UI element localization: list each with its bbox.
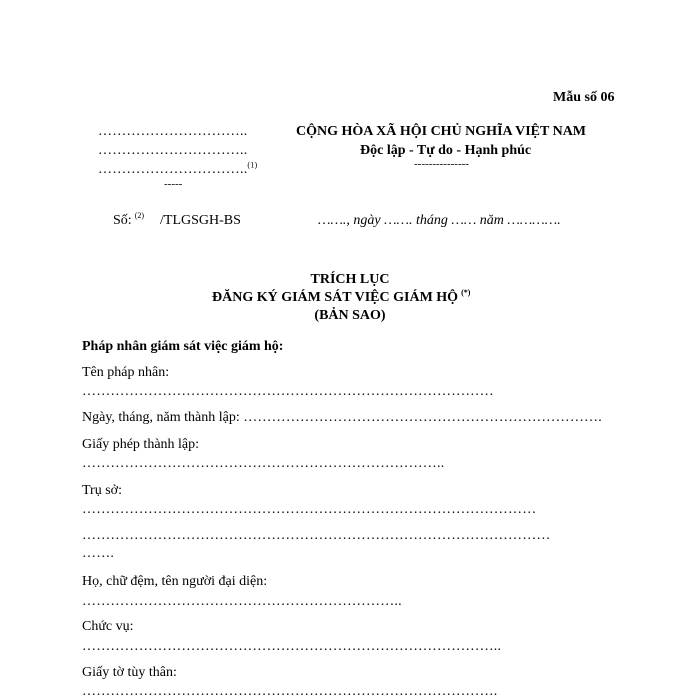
id-document-label: Giấy tờ tùy thân: [82,665,177,680]
reference-code: /TLGSGH-BS [160,213,241,228]
authority-rule: ----- [164,178,183,190]
date-line: ……., ngày ……. tháng …… năm …………. [318,213,561,228]
copy-marker: (BẢN SAO) [314,308,386,323]
legal-entity-name-field[interactable]: …………………………………………………………………………… [82,384,494,399]
license-field[interactable]: ………………………………………………………………….. [82,456,445,471]
document-title: TRÍCH LỤC [310,272,390,287]
headquarters-field-line-2[interactable]: ……………………………………………………………………………………… [82,528,551,543]
reference-label: Số: [113,213,132,228]
national-motto: Độc lập - Tự do - Hạnh phúc [360,143,532,158]
founding-date-label: Ngày, tháng, năm thành lập: [82,410,240,425]
license-label: Giấy phép thành lập: [82,437,200,452]
founding-date-row [82,410,602,426]
representative-name-label: Họ, chữ đệm, tên người đại diện: [82,574,268,589]
country-name: CỘNG HÒA XÃ HỘI CHỦ NGHĨA VIỆT NAM [296,124,587,139]
motto-rule: --------------- [414,158,469,170]
document-subtitle-row [212,290,470,306]
legal-entity-name-label: Tên pháp nhân: [82,365,170,380]
authority-line-2: ………………………….. [98,143,248,158]
subtitle-note-marker: (*) [461,288,471,298]
position-label: Chức vụ: [82,619,134,634]
headquarters-field-line-1[interactable]: …………………………………………………………………………………… [82,502,537,517]
authority-line-3: ………………………….. [98,162,248,177]
id-document-field[interactable]: ……………………………………………………………………………. [82,684,498,699]
form-number: Mẫu số 06 [553,90,615,105]
headquarters-field-line-3[interactable]: ……. [82,546,115,561]
position-field[interactable]: …………………………………………………………………………….. [82,639,502,654]
representative-name-field[interactable]: ………………………………………………………….. [82,594,402,609]
section-heading: Pháp nhân giám sát việc giám hộ: [82,339,284,354]
authority-line-1: ………………………….. [98,124,248,139]
headquarters-label: Trụ sở: [82,483,122,498]
document-subtitle: ĐĂNG KÝ GIÁM SÁT VIỆC GIÁM HỘ [212,290,459,305]
authority-note-marker: (1) [247,160,258,170]
reference-number [113,213,241,229]
reference-note-marker: (2) [134,211,145,221]
founding-date-field[interactable]: …………………………………………………………………. [243,410,602,425]
